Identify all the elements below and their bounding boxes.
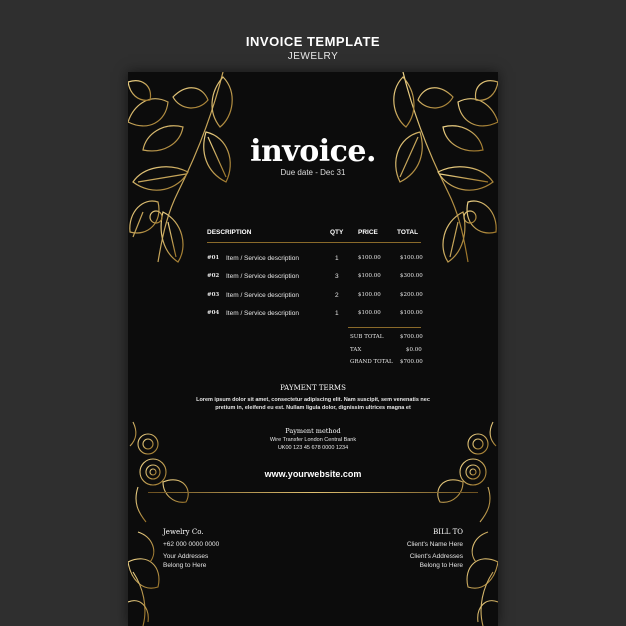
- client-name: Client's Name Here: [406, 541, 463, 548]
- item-price: $100.00: [358, 273, 381, 279]
- item-number: #01: [207, 255, 220, 261]
- item-total: $200.00: [400, 292, 423, 298]
- footer-divider: [148, 492, 478, 493]
- column-total: TOTAL: [397, 229, 419, 236]
- item-total: $300.00: [400, 273, 423, 279]
- item-price: $100.00: [358, 292, 381, 298]
- item-qty: 3: [335, 273, 339, 280]
- item-qty: 2: [335, 292, 339, 299]
- payment-terms-heading: PAYMENT TERMS: [280, 384, 346, 392]
- due-date: Due date - Dec 31: [280, 168, 346, 177]
- column-qty: QTY: [330, 229, 344, 236]
- payment-terms-line-1: Lorem ipsum dolor sit amet, consectetur adipiscing elit. Nam suscipit, sem venenatis nec: [196, 397, 430, 403]
- payment-terms-line-2: pretium in, eleifend eu est. Nullam ligula dolor, dignissim ultrices magna et: [215, 405, 411, 411]
- invoice-document: [128, 72, 498, 626]
- client-address-1: Client's Addresses: [409, 553, 463, 560]
- item-number: #03: [207, 292, 220, 298]
- item-description: Item / Service description: [226, 310, 299, 317]
- grand-total-label: GRAND TOTAL: [350, 359, 393, 365]
- item-price: $100.00: [358, 255, 381, 261]
- floral-decoration-top-left-icon: [128, 72, 238, 282]
- subtotal-label: SUB TOTAL: [350, 334, 384, 340]
- company-name: Jewelry Co.: [163, 528, 204, 536]
- tax-label: TAX: [350, 347, 362, 353]
- summary-divider: [348, 327, 421, 328]
- column-description: DESCRIPTION: [207, 229, 252, 236]
- header-divider: [207, 242, 421, 243]
- company-address-2: Belong to Here: [163, 562, 207, 569]
- column-price: PRICE: [358, 229, 378, 236]
- client-address-2: Belong to Here: [419, 562, 463, 569]
- bill-to-heading: BILL TO: [433, 528, 463, 536]
- item-qty: 1: [335, 255, 339, 262]
- invoice-title: invoice.: [250, 134, 376, 169]
- item-description: Item / Service description: [226, 292, 299, 299]
- tax-value: $0.00: [406, 347, 422, 353]
- subtotal-value: $700.00: [400, 334, 423, 340]
- payment-method-line-1: Wire Transfer London Central Bank: [269, 437, 357, 443]
- item-price: $100.00: [358, 310, 381, 316]
- grand-total-value: $700.00: [400, 359, 423, 365]
- company-address-1: Your Addresses: [163, 553, 209, 560]
- item-total: $100.00: [400, 310, 423, 316]
- payment-method-heading: Payment method: [285, 427, 341, 435]
- floral-decoration-top-right-icon: [388, 72, 498, 282]
- item-qty: 1: [335, 310, 339, 317]
- header-title: INVOICE TEMPLATE: [245, 34, 381, 49]
- item-description: Item / Service description: [226, 273, 299, 280]
- header-subtitle: JEWELRY: [287, 51, 339, 62]
- item-total: $100.00: [400, 255, 423, 261]
- company-phone: +62 000 0000 0000: [163, 541, 220, 548]
- item-description: Item / Service description: [226, 255, 299, 262]
- item-number: #02: [207, 273, 220, 279]
- payment-method-line-2: UK00 123 45 678 0000 1234: [277, 445, 349, 451]
- item-number: #04: [207, 310, 220, 316]
- website-link[interactable]: www.yourwebsite.com: [264, 469, 362, 479]
